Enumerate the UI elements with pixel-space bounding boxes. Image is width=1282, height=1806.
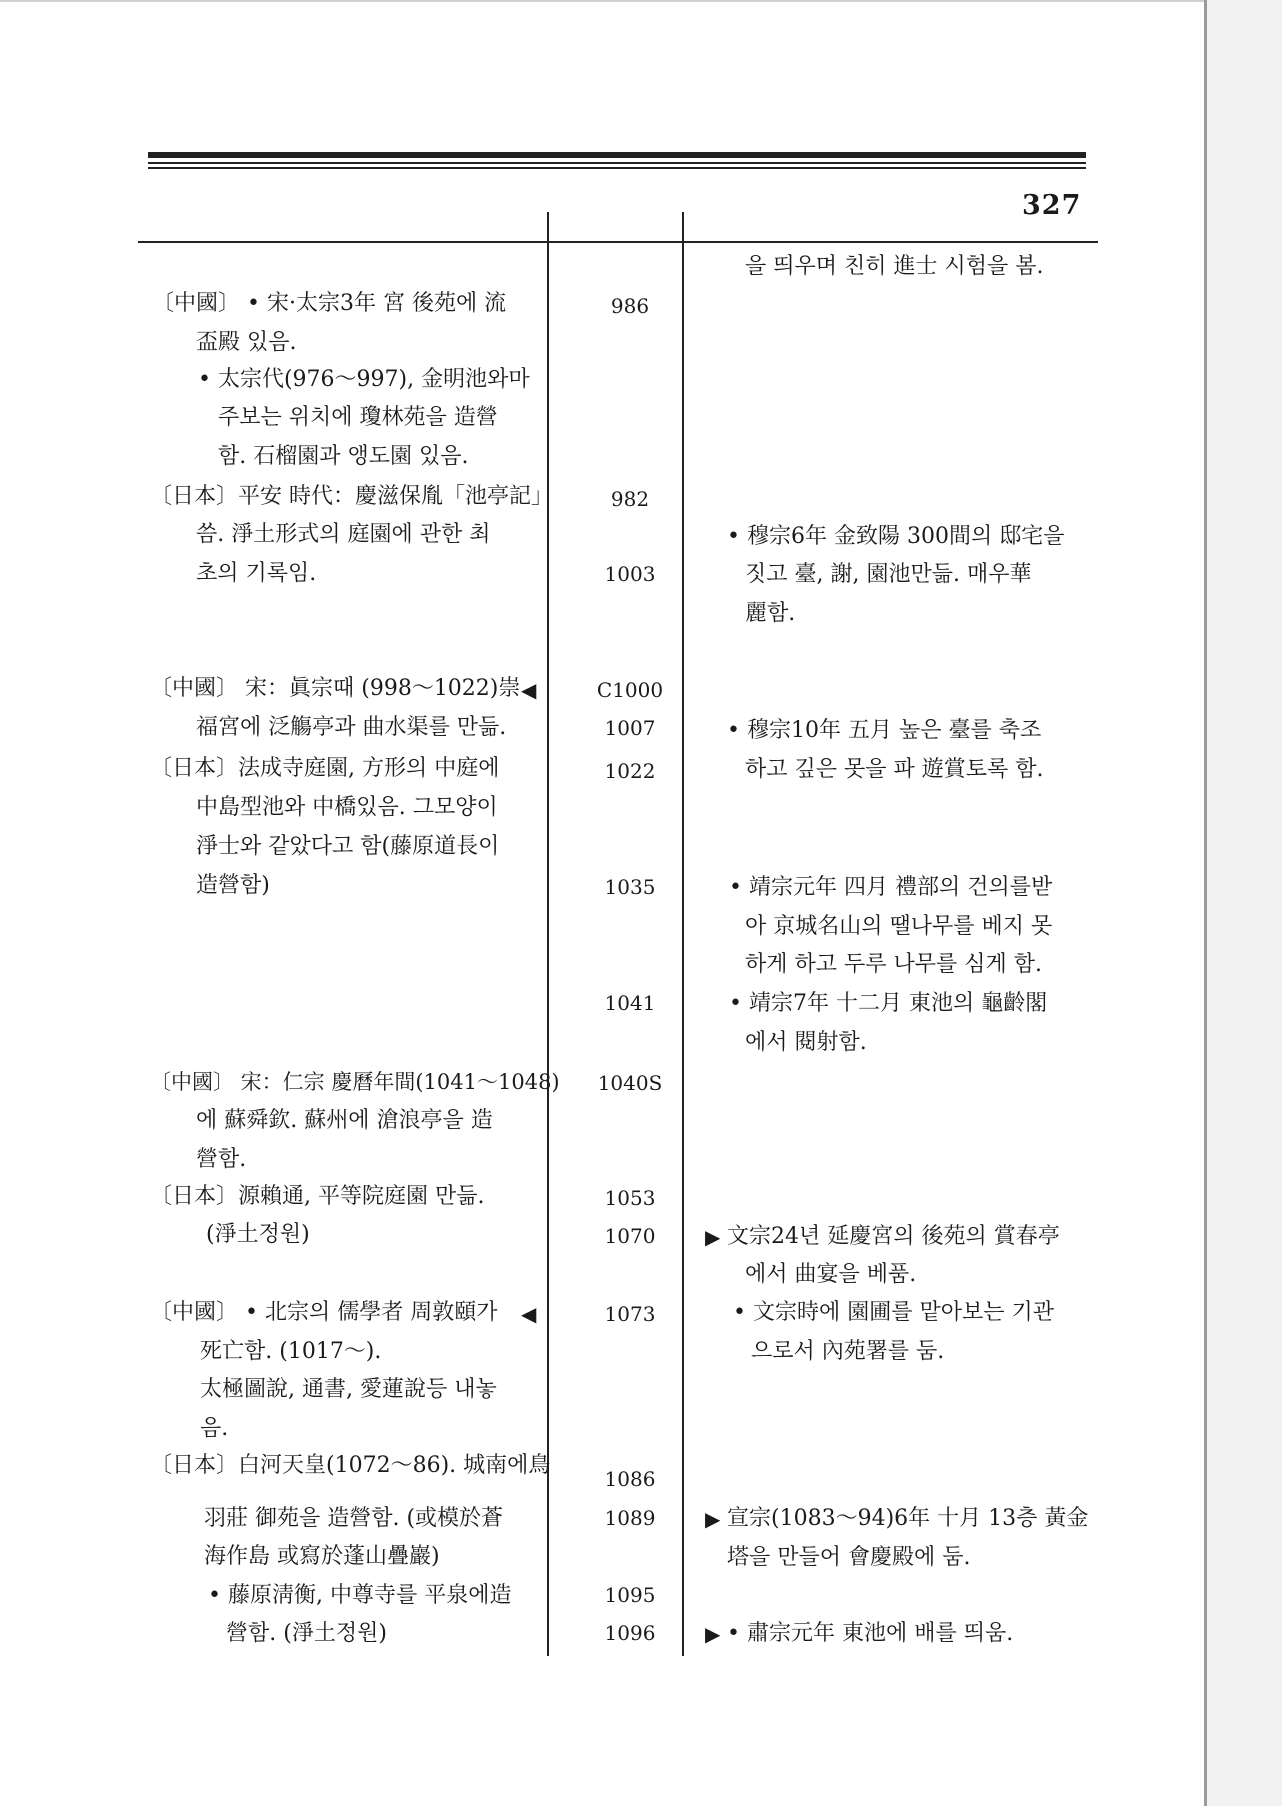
- right-pointer-icon: ▶: [705, 1225, 721, 1249]
- left-pointer-icon: ◀: [521, 1302, 537, 1326]
- left-line: 造營함): [196, 873, 270, 898]
- year-cell: 1086: [604, 1467, 656, 1491]
- right-line: 麗함.: [745, 601, 796, 626]
- header-rule-thick: [148, 152, 1086, 158]
- left-line: 中島型池와 中橋있음. 그모양이: [196, 795, 498, 820]
- right-line: • 穆宗6年 金致陽 300間의 邸宅을: [727, 524, 1065, 549]
- left-line: 羽莊 御苑을 造營함. (或模於蒼: [204, 1506, 504, 1531]
- right-line: 에서 閱射함.: [745, 1030, 867, 1055]
- right-line: • 肅宗元年 東池에 배를 띄움.: [727, 1621, 1014, 1646]
- right-pointer-icon: ▶: [705, 1507, 721, 1531]
- year-cell: 1070: [604, 1224, 656, 1248]
- column-divider-right: [682, 212, 684, 1656]
- year-cell: C1000: [596, 678, 664, 702]
- left-line: 〔中國〕 宋：眞宗때 (998～1022)崇: [150, 676, 521, 701]
- left-line: 太極圖說, 通書, 愛蓮說등 내놓: [200, 1377, 497, 1402]
- left-line: 海作島 或寫於蓬山疊巖): [204, 1544, 440, 1569]
- year-cell: 1073: [604, 1302, 656, 1326]
- scan-margin: [1207, 0, 1282, 1806]
- left-line: 〔日本〕白河天皇(1072～86). 城南에鳥: [150, 1453, 551, 1478]
- page-number: 327: [1022, 190, 1082, 221]
- year-cell: 1089: [604, 1506, 656, 1530]
- left-line: 음.: [200, 1416, 229, 1441]
- right-line: • 靖宗元年 四月 禮部의 건의를받: [729, 875, 1053, 900]
- left-line: • 太宗代(976～997), 金明池와마: [198, 367, 530, 392]
- year-cell: 1022: [604, 759, 656, 783]
- left-line: 營함. (淨土정원): [226, 1621, 387, 1646]
- year-cell: 986: [610, 294, 650, 318]
- left-line: 〔日本〕源賴通, 平等院庭園 만듦.: [150, 1184, 485, 1209]
- left-line: 盃殿 있음.: [196, 330, 297, 355]
- left-line: (淨土정원): [206, 1222, 310, 1247]
- right-line: 하게 하고 두루 나무를 심게 함.: [745, 952, 1042, 977]
- left-line: 〔中國〕 • 宋·太宗3年 宮 後苑에 流: [152, 291, 507, 316]
- right-line: • 靖宗7年 十二月 東池의 龜齡閣: [729, 991, 1048, 1016]
- left-line: 營함.: [196, 1147, 247, 1172]
- right-line: 하고 깊은 못을 파 遊賞토록 함.: [745, 757, 1044, 782]
- header-rule-thin: [148, 162, 1086, 164]
- right-line: 아 京城名山의 땔나무를 베지 못: [745, 914, 1053, 939]
- left-line: 死亡함. (1017～).: [200, 1339, 382, 1364]
- right-line: • 穆宗10年 五月 높은 臺를 축조: [727, 718, 1042, 743]
- right-line: 塔을 만들어 會慶殿에 둠.: [727, 1545, 971, 1570]
- right-pointer-icon: ▶: [705, 1622, 721, 1646]
- year-cell: 1040S: [597, 1071, 663, 1095]
- right-line: 을 띄우며 친히 進士 시험을 봄.: [745, 254, 1044, 279]
- left-pointer-icon: ◀: [521, 678, 537, 702]
- right-line: 宣宗(1083～94)6年 十月 13층 黃金: [727, 1506, 1089, 1531]
- left-line: 淨士와 같았다고 함(藤原道長이: [196, 834, 500, 859]
- column-divider-left: [547, 212, 549, 1656]
- year-cell: 982: [610, 487, 650, 511]
- left-line: 초의 기록임.: [196, 561, 317, 586]
- left-line: 씀. 淨土形式의 庭園에 관한 최: [196, 522, 491, 547]
- header-rule-thin-2: [148, 167, 1086, 169]
- left-line: 에 蘇舜欽. 蘇州에 滄浪亭을 造: [196, 1108, 493, 1133]
- year-cell: 1003: [604, 562, 656, 586]
- right-line: • 文宗時에 園圃를 맡아보는 기관: [733, 1300, 1054, 1325]
- year-cell: 1035: [604, 875, 656, 899]
- right-line: 文宗24년 延慶宮의 後苑의 賞春亭: [727, 1224, 1060, 1249]
- left-line: • 藤原淸衡, 中尊寺를 平泉에造: [208, 1583, 512, 1608]
- year-cell: 1095: [604, 1583, 656, 1607]
- left-line: 〔中國〕 • 北宗의 儒學者 周敦頤가: [150, 1300, 498, 1325]
- scan-top-edge: [0, 0, 1207, 2]
- year-cell: 1053: [604, 1186, 656, 1210]
- left-line: 〔日本〕平安 時代：慶滋保胤「池亭記」: [150, 484, 553, 509]
- left-line: 〔日本〕法成寺庭園, 方形의 中庭에: [150, 756, 500, 781]
- left-line: 福宮에 泛觴亭과 曲水渠를 만듦.: [196, 715, 507, 740]
- right-line: 으로서 內苑署를 둠.: [751, 1339, 945, 1364]
- year-cell: 1096: [604, 1621, 656, 1645]
- left-line: 함. 石榴園과 앵도園 있음.: [218, 444, 469, 469]
- year-cell: 1007: [604, 716, 656, 740]
- right-line: 에서 曲宴을 베품.: [745, 1262, 917, 1287]
- table-header-line: [138, 241, 1098, 243]
- right-line: 짓고 臺, 謝, 園池만듦. 매우華: [745, 562, 1032, 587]
- left-line: 주보는 위치에 瓊林苑을 造營: [218, 405, 498, 430]
- left-line: 〔中國〕 宋：仁宗 慶曆年間(1041～1048): [150, 1070, 560, 1094]
- year-cell: 1041: [604, 991, 656, 1015]
